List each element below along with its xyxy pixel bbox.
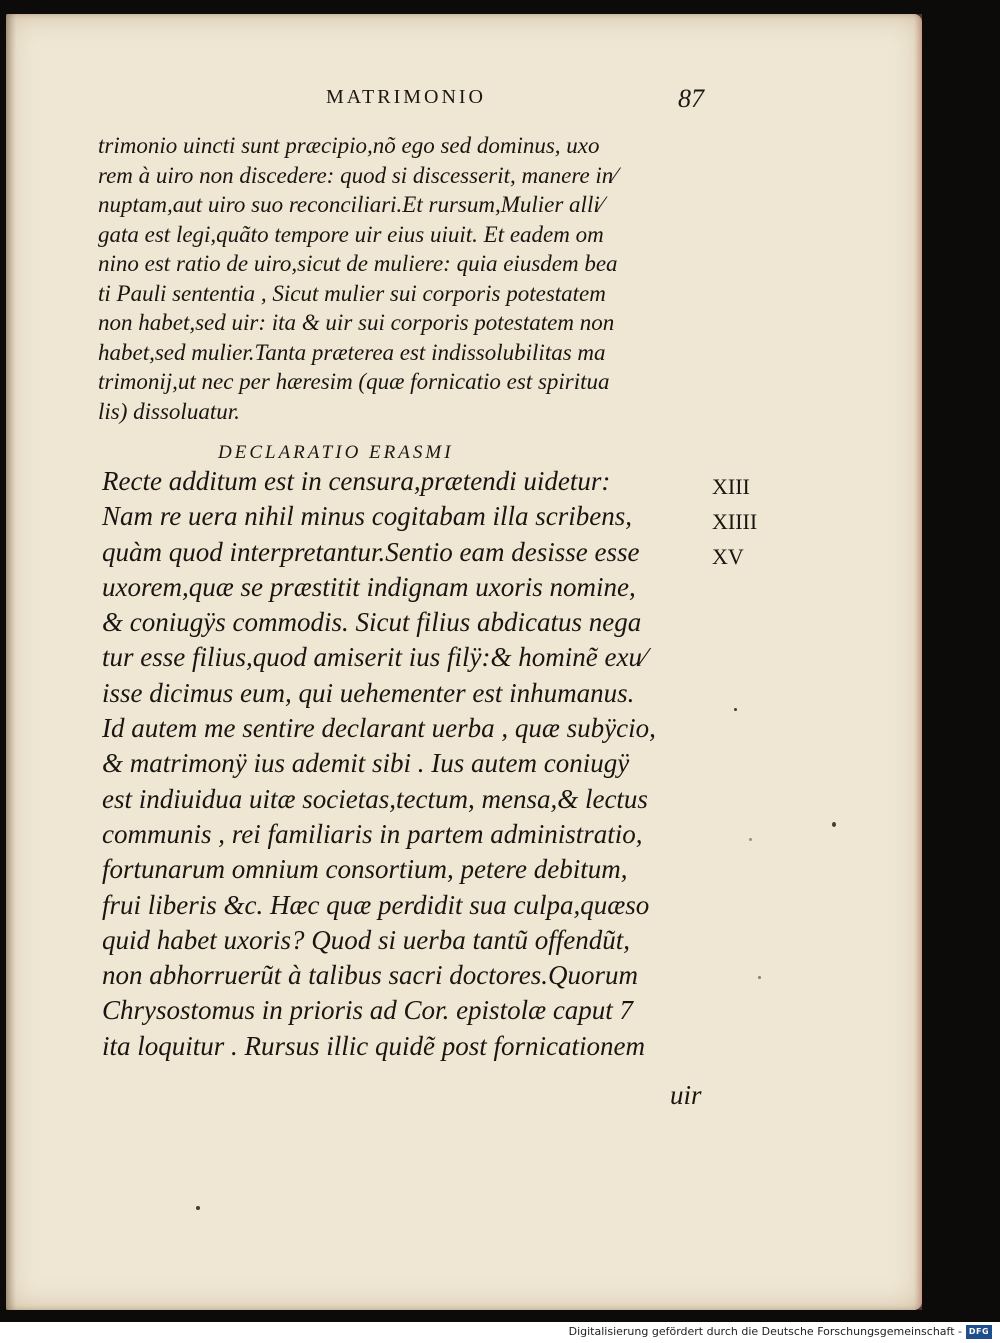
- dfg-logo: DFG: [966, 1325, 992, 1339]
- ink-speck: [749, 838, 752, 841]
- text-line: lis) dissoluatur.: [98, 398, 240, 424]
- text-line: Nam re uera nihil minus cogitabam illa scribens,: [102, 501, 632, 532]
- first-paragraph: [98, 131, 728, 426]
- text-line: uxorem,quæ se præstitit indignam uxoris nomine,: [102, 571, 636, 602]
- text-line: est indiuidua uitæ societas,tectum, mensa,& lectus: [102, 783, 648, 814]
- text-line: tur esse filius,quod amiserit ius filÿ:& hominẽ exu⁄: [102, 642, 647, 673]
- text-line: frui liberis &c. Hæc quæ perdidit sua culpa,quæso: [102, 889, 650, 920]
- text-line: rem à uiro non discedere: quod si discesserit, manere in⁄: [98, 162, 618, 188]
- text-line: trimonij,ut nec per hæresim (quæ fornicatio est spiritua: [98, 369, 610, 394]
- margin-note: XV: [712, 544, 744, 569]
- text-line: isse dicimus eum, qui uehementer est inhumanus.: [102, 677, 635, 708]
- catchword: uir: [670, 1080, 702, 1110]
- text-line: ti Pauli sententia , Sicut mulier sui corporis potestatem: [98, 280, 606, 306]
- text-line: Chrysostomus in prioris ad Cor. epistolæ caput 7: [102, 995, 634, 1026]
- text-line: & coniugÿs commodis. Sicut filius abdicatus nega: [102, 607, 642, 638]
- text-line: habet,sed mulier.Tanta præterea est indissolubilitas ma: [98, 339, 606, 365]
- text-line: communis , rei familiaris in partem administratio,: [102, 818, 643, 849]
- text-line: fortunarum omnium consortium, petere debitum,: [102, 854, 628, 885]
- text-line: non abhorruerũt à talibus sacri doctores.Quorum: [102, 960, 639, 991]
- text-line: Recte additum est in censura,prætendi uidetur:: [102, 466, 611, 496]
- text-line: gata est legi,quãto tempore uir eius uiuit. Et eadem om: [98, 221, 604, 247]
- page-edge-tint: [914, 14, 922, 1310]
- text-line: & matrimonÿ ius ademit sibi . Ius autem coniugÿ: [102, 748, 630, 779]
- text-line: nuptam,aut uiro suo reconciliari.Et rursum,Mulier alli⁄: [98, 192, 604, 217]
- page-number: 87: [678, 84, 704, 113]
- footer-credit: Digitalisierung gefördert durch die Deutsche Forschungsgemeinschaft -: [568, 1325, 962, 1338]
- ink-speck: [832, 822, 836, 827]
- margin-note: XIII: [712, 474, 750, 499]
- footer-bar: [0, 1322, 1000, 1343]
- text-line: nino est ratio de uiro,sicut de muliere: quia eiusdem bea: [98, 251, 618, 276]
- text-line: quid habet uxoris? Quod si uerba tantũ offendũt,: [102, 924, 630, 955]
- running-head: MATRIMONIO: [326, 86, 486, 108]
- margin-notes: [712, 469, 757, 574]
- ink-speck: [196, 1206, 200, 1210]
- book-page: [6, 14, 922, 1310]
- text-line: quàm quod interpretantur.Sentio eam desisse esse: [102, 536, 640, 567]
- page-gutter-shadow: [6, 14, 16, 1310]
- text-line: Id autem me sentire declarant uerba , quæ subÿcio,: [102, 713, 656, 744]
- text-line: ita loquitur . Rursus illic quidẽ post fornicationem: [102, 1030, 645, 1061]
- section-heading: DECLARATIO ERASMI: [218, 442, 454, 463]
- text-line: non habet,sed uir: ita & uir sui corporis potestatem non: [98, 310, 615, 335]
- ink-speck: [734, 708, 737, 711]
- margin-note: XIIII: [712, 509, 758, 534]
- ink-speck: [758, 976, 761, 979]
- text-line: trimonio uincti sunt præcipio,nõ ego sed dominus, uxo: [98, 133, 600, 158]
- second-paragraph: [102, 464, 722, 1064]
